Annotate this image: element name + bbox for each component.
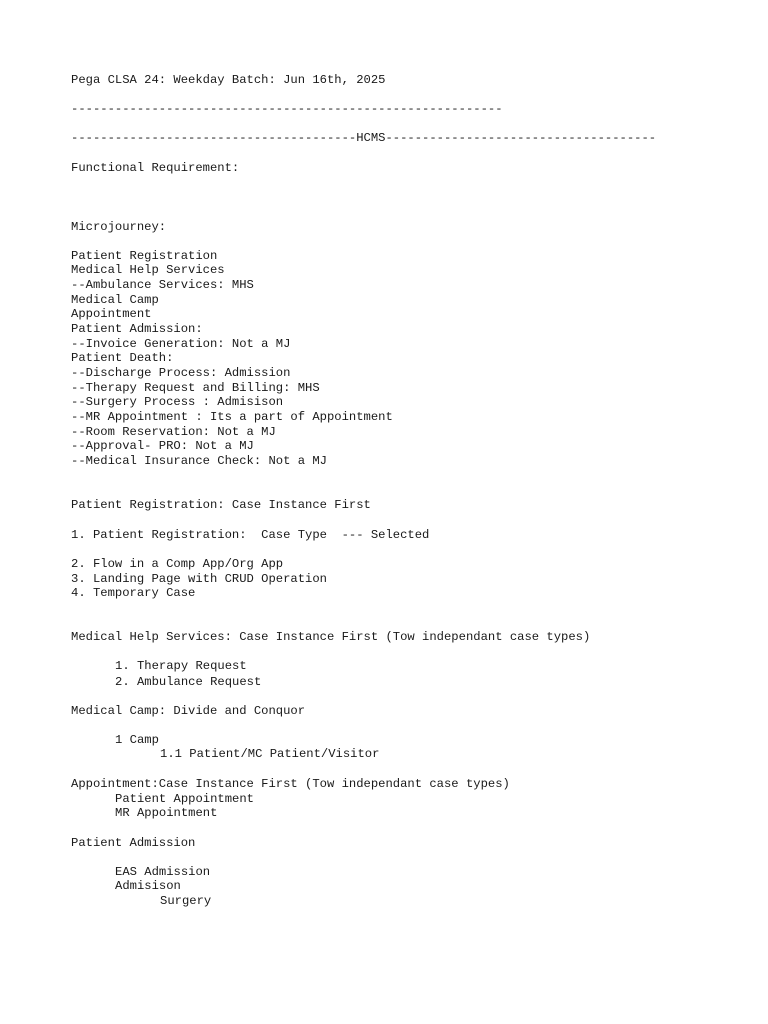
medical-help-services-item: 1. Therapy Request [115,659,247,673]
microjourney-item: --Ambulance Services: MHS [71,278,254,292]
microjourney-item: --MR Appointment : Its a part of Appointment [71,410,393,424]
patient-registration-item: 2. Flow in a Comp App/Org App [71,557,284,571]
microjourney-item: --Room Reservation: Not a MJ [71,425,276,439]
appointment-item: Patient Appointment [115,792,254,806]
appointment-item: MR Appointment [115,806,218,820]
patient-registration-item: 3. Landing Page with CRUD Operation [71,572,327,586]
appointment-heading: Appointment:Case Instance First (Tow independant case types) [71,777,510,791]
microjourney-item: Patient Registration [71,249,218,263]
microjourney-item: --Discharge Process: Admission [71,366,291,380]
microjourney-item: --Surgery Process : Admisison [71,395,284,409]
patient-registration-heading: Patient Registration: Case Instance First [71,498,371,512]
patient-admission-subitem: Surgery [160,894,212,908]
divider-line: ----------------------------------------------------------- [71,102,503,116]
microjourney-item: --Invoice Generation: Not a MJ [71,337,291,351]
medical-camp-heading: Medical Camp: Divide and Conquor [71,704,306,718]
patient-registration-item: 4. Temporary Case [71,586,196,600]
patient-registration-item: 1. Patient Registration: Case Type --- Selected [71,528,430,542]
document-page [71,0,761,1024]
medical-camp-subitem: 1.1 Patient/MC Patient/Visitor [160,747,380,761]
patient-admission-heading: Patient Admission [71,836,196,850]
microjourney-item: --Approval- PRO: Not a MJ [71,439,254,453]
medical-camp-item: 1 Camp [115,733,159,747]
microjourney-item: Patient Death: [71,351,174,365]
medical-help-services-heading: Medical Help Services: Case Instance First (Tow independant case types) [71,630,591,644]
patient-admission-item: Admisison [115,879,181,893]
medical-help-services-item: 2. Ambulance Request [115,675,262,689]
microjourney-item: Patient Admission: [71,322,203,336]
microjourney-item: Appointment [71,307,152,321]
microjourney-item: --Therapy Request and Billing: MHS [71,381,320,395]
microjourney-item: Medical Camp [71,293,159,307]
project-heading-line: ---------------------------------------HCMS------------------------------------- [71,131,657,145]
microjourney-item: --Medical Insurance Check: Not a MJ [71,454,327,468]
microjourney-item: Medical Help Services [71,263,225,277]
functional-requirement-heading: Functional Requirement: [71,161,240,175]
microjourney-heading: Microjourney: [71,220,167,234]
patient-admission-item: EAS Admission [115,865,211,879]
document-title: Pega CLSA 24: Weekday Batch: Jun 16th, 2025 [71,73,386,87]
